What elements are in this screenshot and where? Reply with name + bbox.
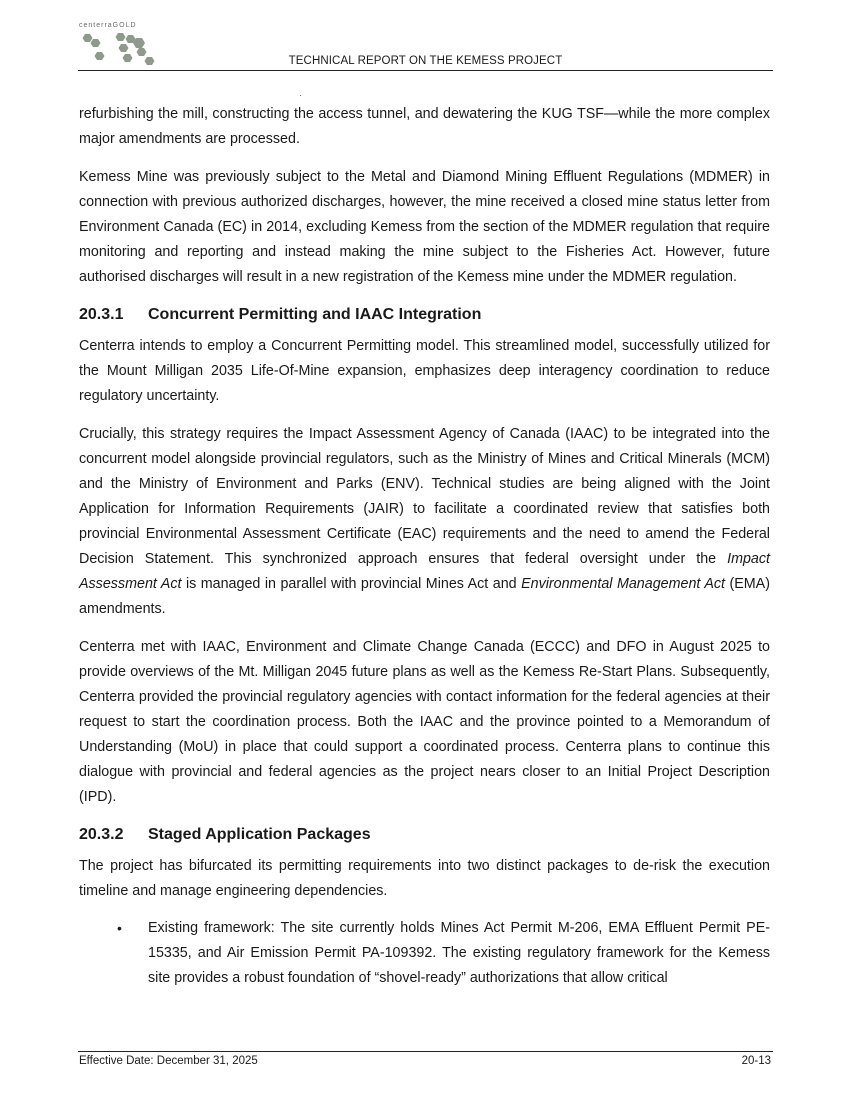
section-number: 20.3.2	[79, 826, 124, 843]
effective-date: Effective Date: December 31, 2025	[79, 1055, 258, 1067]
paragraph-staged-packages: The project has bifurcated its permitting requirements into two distinct packages to de-risk the execution timeline and manage engineering dependencies.	[79, 858, 770, 899]
page-number: 20-13	[741, 1055, 771, 1067]
italic-act-name: Environmental Management Act	[521, 576, 725, 592]
italic-act-name: Impact Assessment Act	[79, 551, 770, 592]
header-divider	[78, 70, 773, 71]
paragraph-concurrent-model: Centerra intends to employ a Concurrent Permitting model. This streamlined model, successfully utilized for the Mount Milligan 2035 Life-Of-Mine expansion, emphasizes deep interagency coordination to reduce regulatory uncertainty.	[79, 338, 770, 404]
page-body	[79, 102, 770, 991]
section-title: Concurrent Permitting and IAAC Integration	[148, 306, 482, 323]
paragraph-agency-meetings: Centerra met with IAAC, Environment and Climate Change Canada (ECCC) and DFO in August 2025 to provide overviews of the Mt. Milligan 2045 future plans as well as the Kemess Re-Start Plans. Subsequently, Centerra provided the provincial regulatory agencies with contact information for the federal agencies at their request to start the coordination process. Both the IAAC and the province pointed to a Memorandum of Understanding (MoU) in place that could support a coordinated process. Centerra plans to continue this dialogue with provincial and federal agencies as the project nears closer to an Initial Project Description (IPD).	[79, 639, 770, 805]
report-header-title: TECHNICAL REPORT ON THE KEMESS PROJECT	[288, 55, 563, 67]
text-run: Crucially, this strategy requires the Impact Assessment Agency of Canada (IAAC) to be integrated into the concurrent model alongside provincial regulators, such as the Ministry of Mines and Critical Minerals (MCM) and the Ministry of Environment and Parks (ENV). Technical studies are being aligned with the Joint Application for Information Requirements (JAIR) to facilitate a coordinated review that satisfies both provincial Environmental Assessment Certificate (EAC) requirements and the need to amend the Federal Decision Statement. This synchronized approach ensures that federal oversight under the	[79, 426, 770, 567]
section-heading-20-3-1	[79, 304, 770, 326]
section-title: Staged Application Packages	[148, 826, 371, 843]
paragraph-iaac-integration	[79, 422, 770, 622]
text-run: (EMA) amendments.	[79, 576, 770, 617]
text-run: is managed in parallel with provincial Mines Act and	[181, 576, 522, 592]
list-item	[79, 916, 770, 991]
bullet-icon: •	[117, 920, 122, 936]
paragraph-continuation: refurbishing the mill, constructing the access tunnel, and dewatering the KUG TSF—while the more complex major amendments are processed.	[79, 106, 770, 147]
logo-wordmark: centerraGOLD	[79, 22, 137, 29]
section-number: 20.3.1	[79, 306, 124, 323]
bullet-text: Existing framework: The site currently holds Mines Act Permit M-206, EMA Effluent Permit PE-15335, and Air Emission Permit PA-109392. The existing regulatory framework for the Kemess site provides a robust foundation of “shovel-ready” authorizations that allow critical	[148, 920, 770, 986]
header-dot	[300, 95, 301, 96]
footer-divider	[78, 1051, 773, 1052]
section-heading-20-3-2	[79, 824, 770, 846]
bullet-list	[79, 916, 770, 991]
paragraph-mdmer: Kemess Mine was previously subject to the Metal and Diamond Mining Effluent Regulations (MDMER) in connection with previous authorized discharges, however, the mine received a closed mine status letter from Environment Canada (EC) in 2014, excluding Kemess from the section of the MDMER regulation that require monitoring and reporting and instead making the mine subject to the Fisheries Act. However, future authorised discharges will result in a new registration of the Kemess mine under the MDMER regulation.	[79, 169, 770, 285]
